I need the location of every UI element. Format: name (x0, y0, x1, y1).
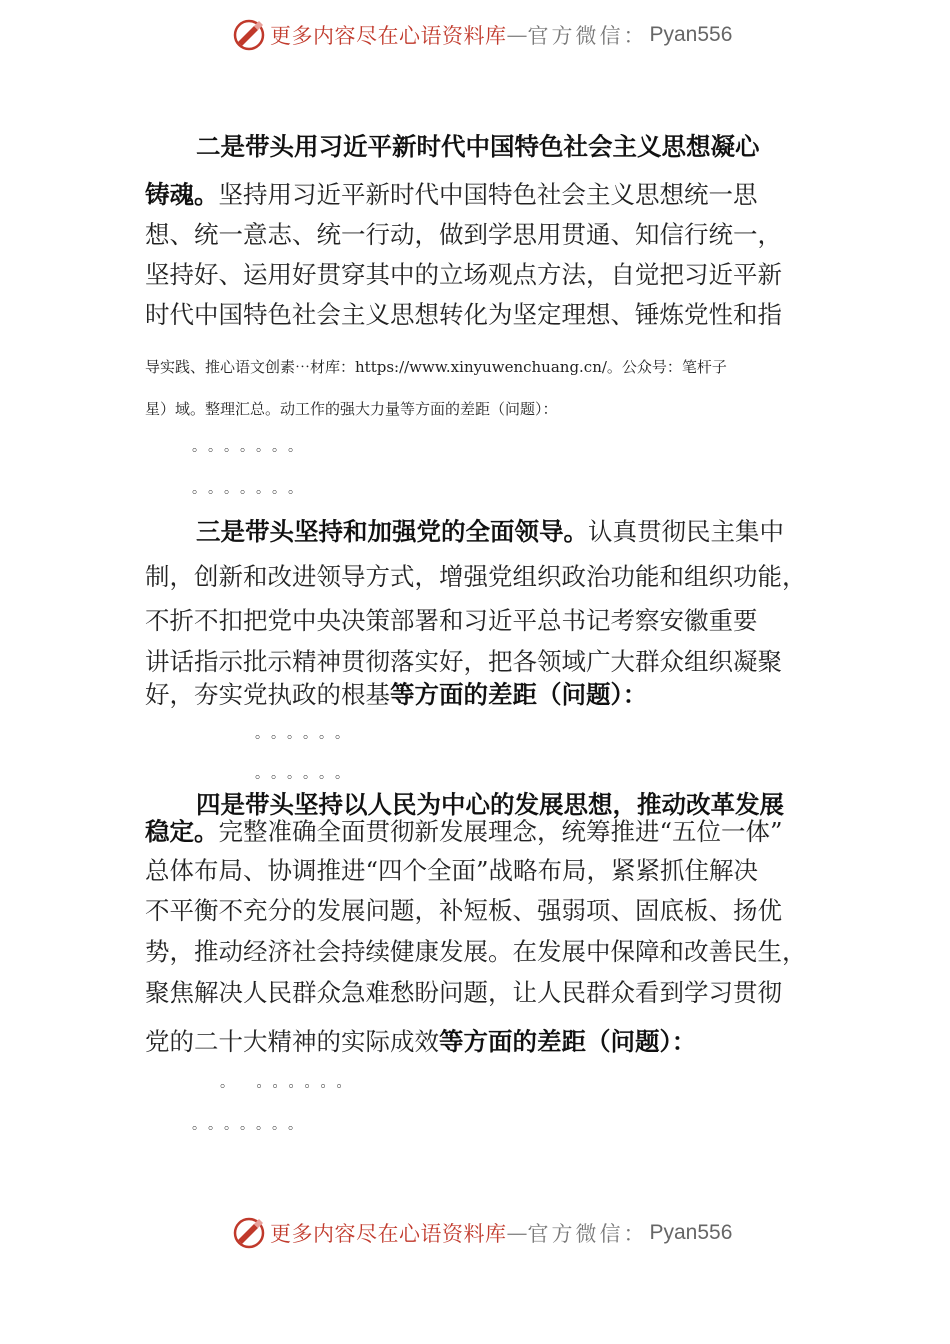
p2-line3: 坚持好、运用好贯穿其中的立场观点方法，自觉把习近平新 (145, 260, 782, 289)
p4-line1: 稳定。完整准确全面贯彻新发展理念，统筹推进“五位一体” (145, 817, 783, 846)
fountain-pen-logo-icon (232, 18, 266, 52)
p2-heading-line1: 二是带头用习近平新时代中国特色社会主义思想凝心 (196, 132, 760, 161)
p3-line4: 讲话指示批示精神贯彻落实好，把各领域广大群众组织凝聚 (145, 647, 782, 676)
p4-line4: 势，推动经济社会持续健康发展。在发展中保障和改善民生， (145, 937, 807, 966)
p2-line2: 想、统一意志、统一行动，做到学思用贯通、知信行统一， (145, 220, 782, 249)
p2-small-line2: 星）域。整理汇总。动工作的强大力量等方面的差距（问题）： (145, 400, 558, 418)
banner-dash: — (506, 23, 528, 47)
header-banner (232, 15, 752, 55)
p2-dots-row1: 。。。。。。。 (192, 439, 311, 455)
p4-line5: 聚焦解决人民群众急难愁盼问题，让人民群众看到学习贯彻 (145, 978, 782, 1007)
p3-line2: 制，创新和改进领导方式，增强党组织政治功能和组织功能， (145, 562, 807, 591)
p2-line1: 铸魂。坚持用习近平新时代中国特色社会主义思想统一思 (145, 180, 758, 209)
p4-tail: 等方面的差距（问题）： (439, 1027, 697, 1056)
p4-line3: 不平衡不充分的发展问题，补短板、强弱项、固底板、扬优 (145, 896, 782, 925)
footer-banner (232, 1213, 752, 1253)
p4-line6: 党的二十大精神的实际成效等方面的差距（问题）： (145, 1027, 697, 1056)
p3-heading: 三是带头坚持和加强党的全面领导。 (196, 517, 588, 546)
p4-heading-line1: 四是带头坚持以人民为中心的发展思想，推动改革发展 (196, 790, 784, 819)
banner-wechat-id: Pyan556 (649, 23, 733, 46)
p3-line1: 三是带头坚持和加强党的全面领导。认真贯彻民主集中 (196, 517, 784, 546)
banner-title: 更多内容尽在心语资料库 (270, 1222, 507, 1246)
banner-wechat-id: Pyan556 (649, 1221, 733, 1244)
p3-line3: 不折不扣把党中央决策部署和习近平总书记考察安徽重要 (145, 606, 758, 635)
p3-dots-row1: 。。。。。。 (255, 726, 358, 742)
p4-dots-row1: 。 。。。。。。 (220, 1075, 360, 1091)
p2-small-line1: 导实践、推心语文创素⋯材库：https://www.xinyuwenchuang.cn/。公众号：笔杆子 (145, 358, 727, 376)
banner-wechat-label: 官方微信： (527, 1222, 648, 1246)
banner-title: 更多内容尽在心语资料库 (270, 24, 507, 48)
p4-dots-row2: 。。。。。。。 (192, 1117, 311, 1133)
p2-line4: 时代中国特色社会主义思想转化为坚定理想、锤炼党性和指 (145, 300, 782, 329)
p2-heading-end: 铸魂。 (145, 180, 219, 209)
p3-tail: 等方面的差距（问题）： (390, 680, 648, 709)
p4-heading-end: 稳定。 (145, 817, 219, 846)
banner-dash: — (506, 1221, 528, 1245)
p3-dots-row2: 。。。。。。 (255, 766, 358, 782)
fountain-pen-logo-icon (232, 1216, 266, 1250)
p3-line5: 好，夯实党执政的根基等方面的差距（问题）： (145, 680, 648, 709)
p4-line2: 总体布局、协调推进“四个全面”战略布局，紧紧抓住解决 (145, 856, 759, 885)
banner-wechat-label: 官方微信： (527, 24, 648, 48)
p2-dots-row2: 。。。。。。。 (192, 481, 311, 497)
